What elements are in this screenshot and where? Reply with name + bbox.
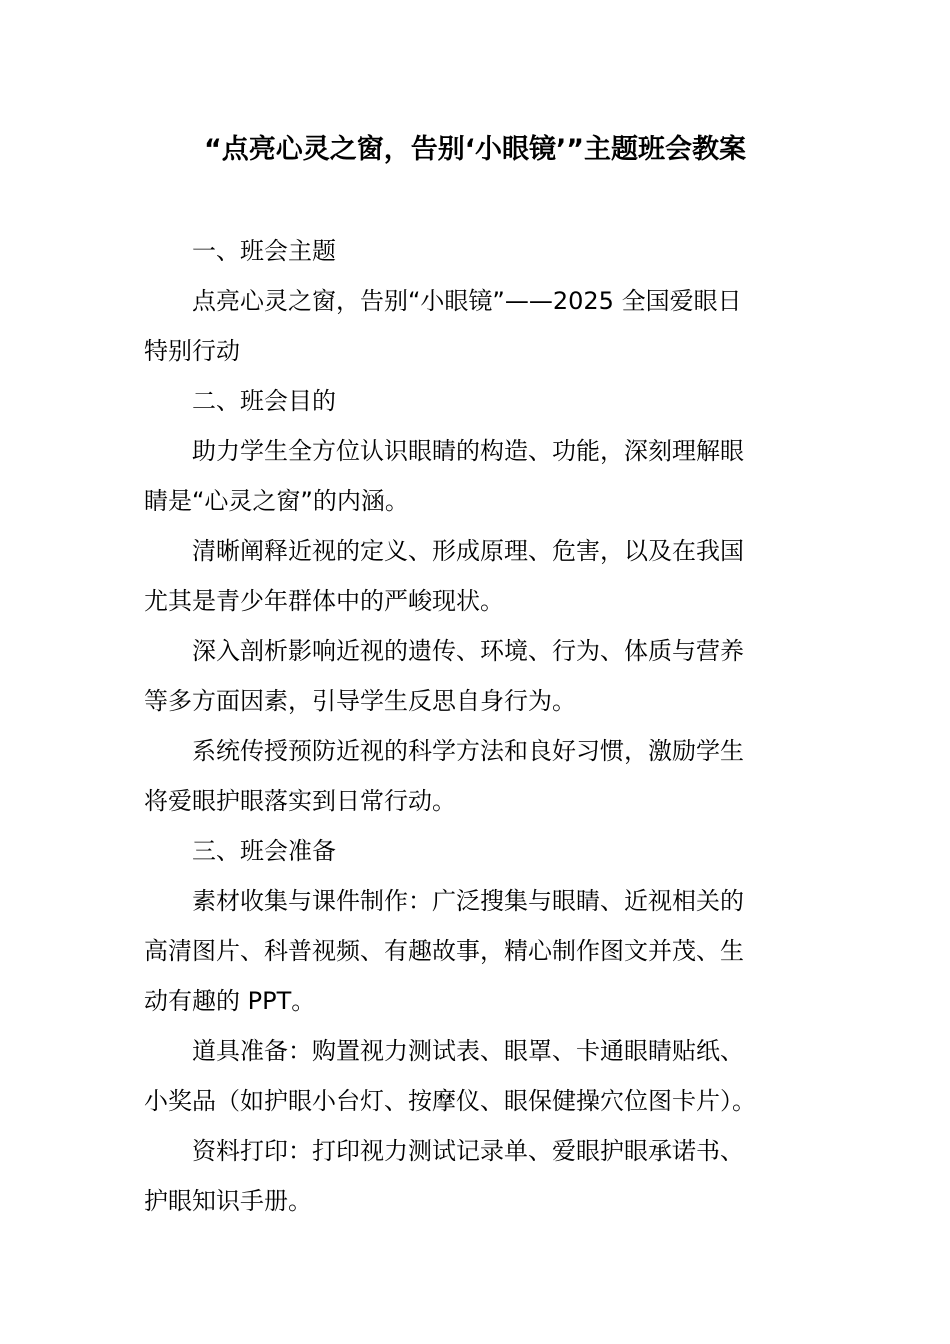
text-line: 道具准备：购置视力测试表、眼罩、卡通眼睛贴纸、 [192,1037,744,1065]
text-line: 三、班会准备 [192,837,336,865]
text-line: 等多方面因素，引导学生反思自身行为。 [144,687,576,715]
section-heading-purpose [144,376,806,426]
paragraph-purpose-1 [144,426,806,526]
document-body [144,226,806,1226]
text-line: 一、班会主题 [192,237,336,265]
text-line: 素材收集与课件制作：广泛搜集与眼睛、近视相关的 [192,887,744,915]
text-line: 动有趣的 PPT。 [144,987,316,1015]
paragraph-preparation-materials [144,876,806,1026]
text-line: 睛是“心灵之窗”的内涵。 [144,487,409,515]
text-line: 将爱眼护眼落实到日常行动。 [144,787,456,815]
text-line: 尤其是青少年群体中的严峻现状。 [144,587,504,615]
text-line: 二、班会目的 [192,387,336,415]
text-line: 清晰阐释近视的定义、形成原理、危害，以及在我国 [192,537,744,565]
paragraph-preparation-props [144,1026,806,1126]
paragraph-purpose-3 [144,626,806,726]
text-line: 高清图片、科普视频、有趣故事，精心制作图文并茂、生 [144,937,744,965]
text-line: 深入剖析影响近视的遗传、环境、行为、体质与营养 [192,637,744,665]
text-line: 小奖品（如护眼小台灯、按摩仪、眼保健操穴位图卡片）。 [144,1087,756,1115]
text-line: 资料打印：打印视力测试记录单、爱眼护眼承诺书、 [192,1137,744,1165]
text-line: 特别行动 [144,337,240,365]
text-line: 系统传授预防近视的科学方法和良好习惯，激励学生 [192,737,744,765]
text-line: 助力学生全方位认识眼睛的构造、功能，深刻理解眼 [192,437,744,465]
paragraph-preparation-printing [144,1126,806,1226]
paragraph-theme-content [144,276,806,376]
text-line: 护眼知识手册。 [144,1187,312,1215]
paragraph-purpose-2 [144,526,806,626]
text-line: 点亮心灵之窗，告别“小眼镜”——2025 全国爱眼日 [192,287,742,315]
section-heading-preparation [144,826,806,876]
paragraph-purpose-4 [144,726,806,826]
section-heading-theme [144,226,806,276]
document-title: “点亮心灵之窗，告别‘小眼镜’”主题班会教案 [203,134,746,165]
